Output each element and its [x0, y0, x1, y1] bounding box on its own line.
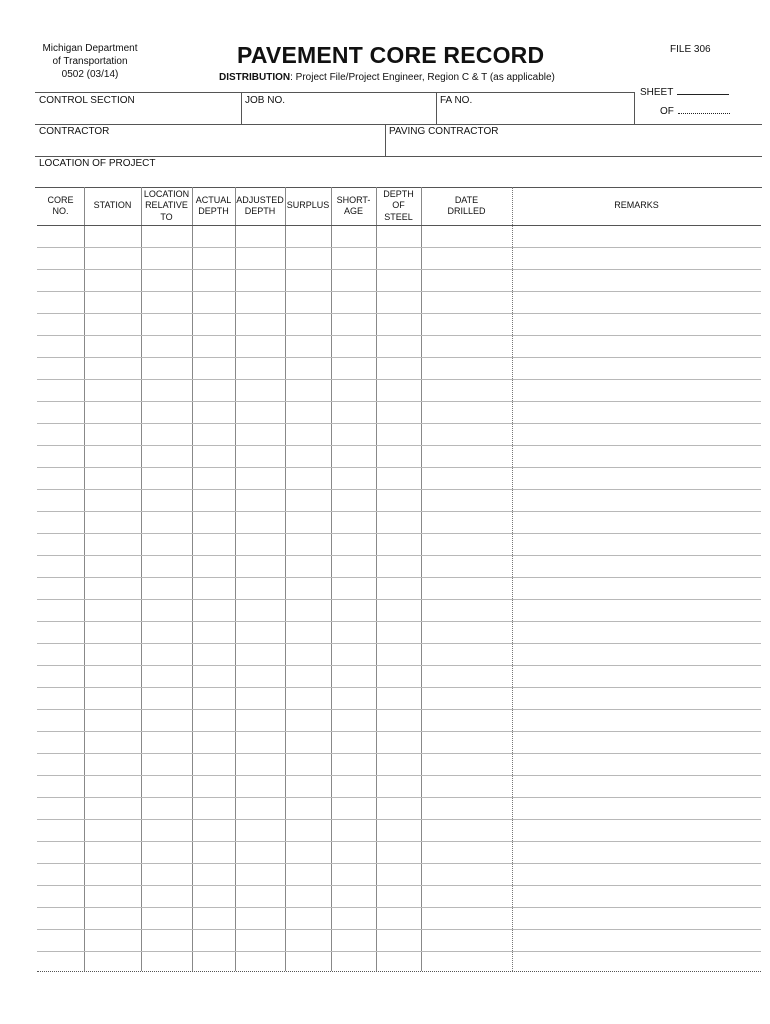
column-divider	[285, 187, 286, 971]
table-row[interactable]	[37, 929, 761, 930]
paving-contractor-field[interactable]: PAVING CONTRACTOR	[389, 126, 499, 137]
column-header-text: DEPTH	[198, 206, 229, 216]
column-divider	[421, 187, 422, 971]
table-row[interactable]	[37, 907, 761, 908]
file-number: FILE 306	[670, 44, 711, 55]
table-row[interactable]	[37, 819, 761, 820]
of-label: OF	[660, 106, 674, 117]
location-of-project-field[interactable]: LOCATION OF PROJECT	[39, 158, 156, 169]
form-title: PAVEMENT CORE RECORD	[237, 42, 545, 68]
sheet-of-field[interactable]	[660, 103, 730, 117]
table-row[interactable]	[37, 709, 761, 710]
column-header-text: ADJUSTED	[236, 194, 284, 205]
table-row[interactable]	[37, 555, 761, 556]
table-row[interactable]	[37, 291, 761, 292]
column-header-remarks	[512, 187, 761, 225]
column-header-text: STATION	[93, 200, 132, 211]
table-row[interactable]	[37, 533, 761, 534]
column-header-location-relative-to	[141, 187, 192, 225]
column-header-text: TO	[160, 211, 173, 222]
table-row[interactable]	[37, 335, 761, 336]
column-header-text: RELATIVE	[145, 200, 188, 211]
table-row[interactable]	[37, 731, 761, 732]
table-row[interactable]	[37, 313, 761, 314]
table-row[interactable]	[37, 445, 761, 446]
column-divider	[235, 187, 236, 971]
agency-name-line2: of Transportation	[52, 56, 128, 67]
contractor-field[interactable]: CONTRACTOR	[39, 126, 110, 137]
table-row[interactable]	[37, 467, 761, 468]
column-header-text: SURPLUS	[286, 200, 330, 211]
column-header-text: CORE	[47, 194, 74, 205]
table-row[interactable]	[37, 489, 761, 490]
divider-sheet-left	[634, 92, 635, 124]
table-row[interactable]	[37, 247, 761, 248]
column-divider	[331, 187, 332, 971]
table-row[interactable]	[37, 841, 761, 842]
column-header-text: ACTUAL	[195, 194, 232, 205]
column-header-text: DEPTH	[383, 188, 414, 199]
column-header-adjusted-depth	[235, 187, 285, 225]
agency-block	[30, 42, 150, 81]
table-row[interactable]	[37, 775, 761, 776]
table-row[interactable]	[37, 753, 761, 754]
column-header-station	[84, 187, 141, 225]
column-divider	[84, 187, 85, 971]
table-row[interactable]	[37, 269, 761, 270]
table-row[interactable]	[37, 951, 761, 952]
table-row[interactable]	[37, 665, 761, 666]
column-header-core-no	[37, 187, 84, 225]
table-row[interactable]	[37, 599, 761, 600]
column-header-depth-of-steel	[376, 187, 421, 225]
table-row[interactable]	[37, 687, 761, 688]
sheet-field[interactable]	[640, 84, 729, 98]
column-divider	[192, 187, 193, 971]
divider-row1	[35, 124, 762, 125]
table-bottom-border	[37, 971, 761, 972]
column-header-actual-depth	[192, 187, 235, 225]
column-header-date-drilled	[421, 187, 512, 225]
column-header-text: OF	[392, 200, 405, 211]
table-row[interactable]	[37, 423, 761, 424]
form-code: 0502 (03/14)	[61, 69, 119, 80]
column-divider	[512, 187, 513, 971]
divider-row2	[35, 156, 762, 157]
table-row[interactable]	[37, 511, 761, 512]
column-header-shortage	[331, 187, 376, 225]
table-row[interactable]	[37, 885, 761, 886]
header-divider	[37, 225, 761, 226]
sheet-label: SHEET	[640, 87, 674, 98]
column-header-text: SHORT-	[336, 194, 371, 205]
column-divider	[141, 187, 142, 971]
column-header-text: AGE	[343, 206, 363, 216]
distribution-line	[219, 72, 555, 83]
column-header-text: LOCATION	[143, 188, 190, 199]
divider-paving	[385, 124, 386, 156]
table-row[interactable]	[37, 621, 761, 622]
sheet-blank[interactable]	[677, 84, 729, 95]
table-row[interactable]	[37, 577, 761, 578]
distribution-label: DISTRIBUTION	[219, 72, 291, 83]
table-row[interactable]	[37, 797, 761, 798]
of-blank[interactable]	[678, 103, 730, 114]
table-row[interactable]	[37, 379, 761, 380]
table-row[interactable]	[37, 357, 761, 358]
divider-fa	[436, 92, 437, 124]
column-header-text: REMARKS	[614, 200, 659, 211]
column-header-text: NO.	[52, 206, 69, 216]
column-divider	[376, 187, 377, 971]
table-row[interactable]	[37, 863, 761, 864]
table-row[interactable]	[37, 401, 761, 402]
column-header-text: DATE	[454, 194, 479, 205]
table-row[interactable]	[37, 643, 761, 644]
control-section-field[interactable]: CONTROL SECTION	[39, 95, 135, 106]
fa-no-field[interactable]: FA NO.	[440, 95, 473, 106]
column-header-text: STEEL	[384, 211, 413, 222]
divider-job	[241, 92, 242, 124]
column-header-surplus	[285, 187, 331, 225]
column-header-text: DRILLED	[447, 206, 486, 216]
job-no-field[interactable]: JOB NO.	[245, 95, 286, 106]
agency-name-line1: Michigan Department	[42, 43, 138, 54]
distribution-text: : Project File/Project Engineer, Region C & T (as applicable)	[290, 72, 555, 83]
column-header-text: DEPTH	[244, 206, 276, 216]
divider-top	[35, 92, 634, 93]
